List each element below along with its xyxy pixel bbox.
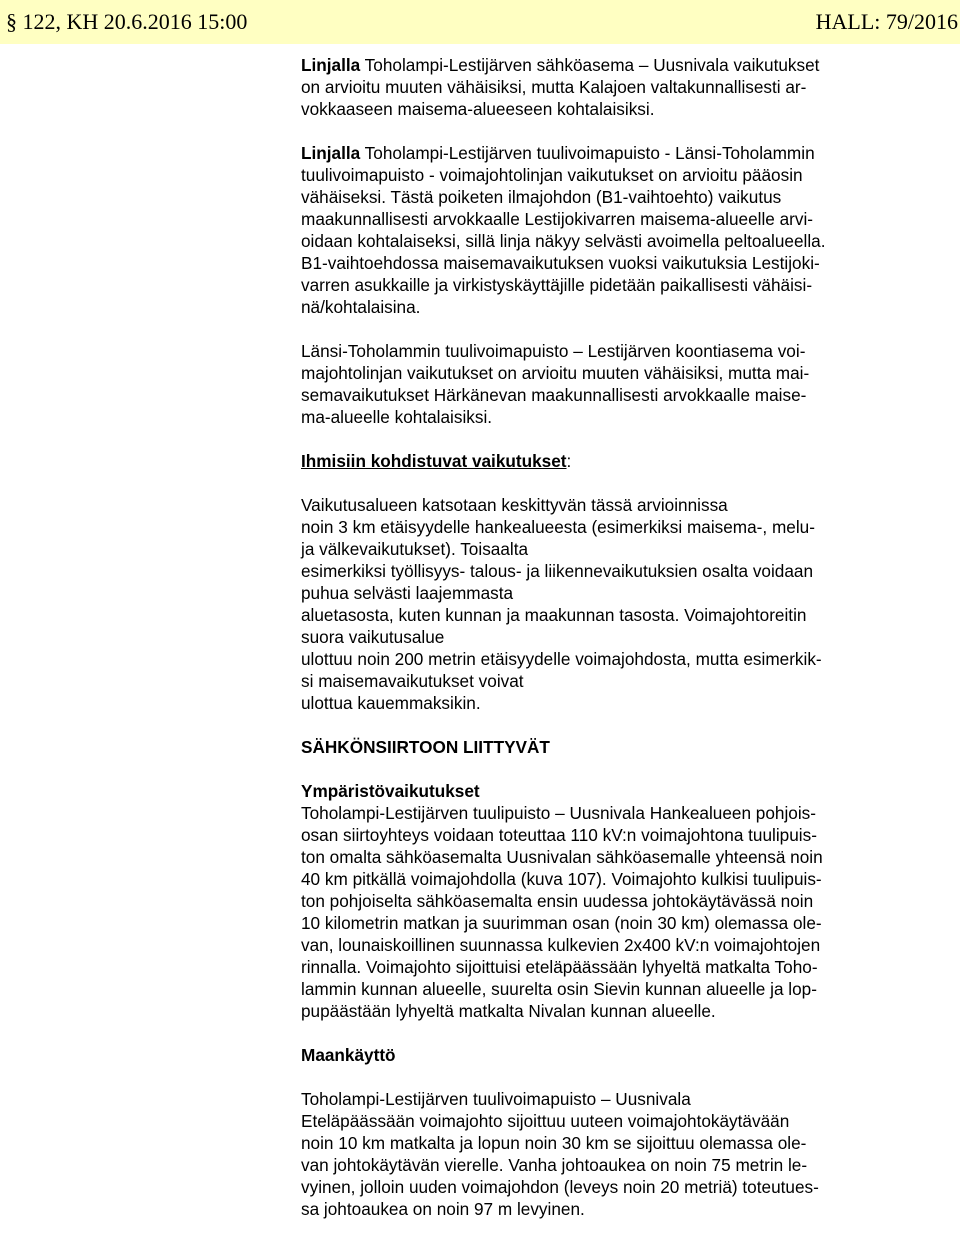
text-line: pupäästään lyhyeltä matkalta Nivalan kunnan alueelle. — [301, 1001, 716, 1021]
bold-lead: Linjalla — [301, 55, 361, 75]
paragraph-vaikutusalue — [301, 494, 893, 714]
text-line: Länsi-Toholammin tuulivoimapuisto – Lestijärven koontiasema voi- — [301, 341, 806, 361]
text-line: oidaan kohtalaiseksi, sillä linja näkyy selvästi avoimella peltoalueella. — [301, 231, 826, 251]
text-line: 10 kilometrin matkan ja suurimman osan (noin 30 km) olemassa ole- — [301, 913, 822, 933]
text-line: ton omalta sähköasemalta Uusnivalan sähköasemalle yhteensä noin — [301, 847, 823, 867]
text-line: suora vaikutusalue — [301, 627, 445, 647]
text-line: B1-vaihtoehdossa maisemavaikutuksen vuoksi vaikutuksia Lestijoki- — [301, 253, 820, 273]
text-line: tuulivoimapuisto - voimajohtolinjan vaikutukset on arvioitu pääosin — [301, 165, 803, 185]
paragraph-linja-uusnivala — [301, 54, 893, 120]
document-body — [301, 54, 893, 1220]
text-line: van, lounaiskoillinen suunnassa kulkevien 2x400 kV:n voimajohtojen — [301, 935, 821, 955]
paragraph-siirtoyhteys — [301, 802, 893, 1022]
text-line: ja välkevaikutukset). Toisaalta — [301, 539, 529, 559]
text-line: semavaikutukset Härkänevan maakunnallisesti arvokkaalle maise- — [301, 385, 807, 405]
document-header — [0, 0, 960, 44]
text-line: ulottuu noin 200 metrin etäisyydelle voimajohdosta, mutta esimerkik- — [301, 649, 822, 669]
paragraph-maankaytto — [301, 1088, 893, 1220]
heading-text: Ihmisiin kohdistuvat vaikutukset — [301, 451, 567, 471]
text-line: Linjalla Toholampi-Lestijärven sähköasema – Uusnivala vaikutukset — [301, 55, 820, 75]
text-line: Linjalla Toholampi-Lestijärven tuulivoimapuisto - Länsi-Toholammin — [301, 143, 815, 163]
text-line: nä/kohtalaisina. — [301, 297, 421, 317]
heading-ihmisiin-kohdistuvat: Ihmisiin kohdistuvat vaikutukset: — [301, 451, 572, 471]
text-line: Toholampi-Lestijärven tuulivoimapuisto – Uusnivala — [301, 1089, 691, 1109]
text-line: ulottua kauemmaksikin. — [301, 693, 481, 713]
text-line: vyinen, jolloin uuden voimajohdon (leveys noin 20 metriä) toteutues- — [301, 1177, 819, 1197]
text-line: vähäiseksi. Tästä poiketen ilmajohdon (B1-vaihtoehto) vaikutus — [301, 187, 782, 207]
paragraph-linja-lansi-toholampi — [301, 142, 893, 318]
text-line: puhua selvästi laajemmasta — [301, 583, 514, 603]
text-line: noin 3 km etäisyydelle hankealueesta (esimerkiksi maisema-, melu- — [301, 517, 815, 537]
text-line: maakunnallisesti arvokkaalle Lestijokivarren maisema-alueelle arvi- — [301, 209, 814, 229]
paragraph-lestijarvi-koontiasema — [301, 340, 893, 428]
text-line: si maisemavaikutukset voivat — [301, 671, 524, 691]
record-number-label: HALL: 79/2016 — [815, 9, 958, 34]
text-line: on arvioitu muuten vähäisiksi, mutta Kalajoen valtakunnallisesti ar- — [301, 77, 807, 97]
heading-sahkonsiirto: SÄHKÖNSIIRTOON LIITTYVÄT — [301, 737, 550, 757]
heading-ymparistovaikutukset: Ympäristövaikutukset — [301, 781, 480, 801]
text-line: Eteläpäässään voimajohto sijoittuu uuteen voimajohtokäytävään — [301, 1111, 790, 1131]
text-line: van johtokäytävän vierelle. Vanha johtoaukea on noin 75 metrin le- — [301, 1155, 808, 1175]
text-line: varren asukkaille ja virkistyskäyttäjille pidetään paikallisesti vähäisi- — [301, 275, 813, 295]
text-line: majohtolinjan vaikutukset on arvioitu muuten vähäisiksi, mutta mai- — [301, 363, 810, 383]
text-line: ma-alueelle kohtalaisiksi. — [301, 407, 493, 427]
text-line: noin 10 km matkalta ja lopun noin 30 km se sijoittuu olemassa ole- — [301, 1133, 807, 1153]
heading-maankaytto: Maankäyttö — [301, 1045, 396, 1065]
text-line: osan siirtoyhteys voidaan toteuttaa 110 kV:n voimajohtona tuulipuis- — [301, 825, 817, 845]
text-line: lammin kunnan alueelle, suurelta osin Sievin kunnan alueelle ja lop- — [301, 979, 817, 999]
text-line: vokkaaseen maisema-alueeseen kohtalaisiksi. — [301, 99, 655, 119]
text-line: Toholampi-Lestijärven tuulipuisto – Uusnivala Hankealueen pohjois- — [301, 803, 816, 823]
section-date-label: § 122, KH 20.6.2016 15:00 — [6, 9, 248, 34]
text-line: ton pohjoiselta sähköasemalta ensin uudessa johtokäytävässä noin — [301, 891, 814, 911]
text-line: sa johtoaukea on noin 97 m levyinen. — [301, 1199, 585, 1219]
text-line: rinnalla. Voimajohto sijoittuisi eteläpäässään lyhyeltä matkalta Toho- — [301, 957, 818, 977]
bold-lead: Linjalla — [301, 143, 361, 163]
text-line: 40 km pitkällä voimajohdolla (kuva 107). Voimajohto kulkisi tuulipuis- — [301, 869, 822, 889]
text-line: aluetasosta, kuten kunnan ja maakunnan tasosta. Voimajohtoreitin — [301, 605, 807, 625]
text-line: Vaikutusalueen katsotaan keskittyvän tässä arvioinnissa — [301, 495, 728, 515]
text-line: esimerkiksi työllisyys- talous- ja liikennevaikutuksien osalta voidaan — [301, 561, 814, 581]
